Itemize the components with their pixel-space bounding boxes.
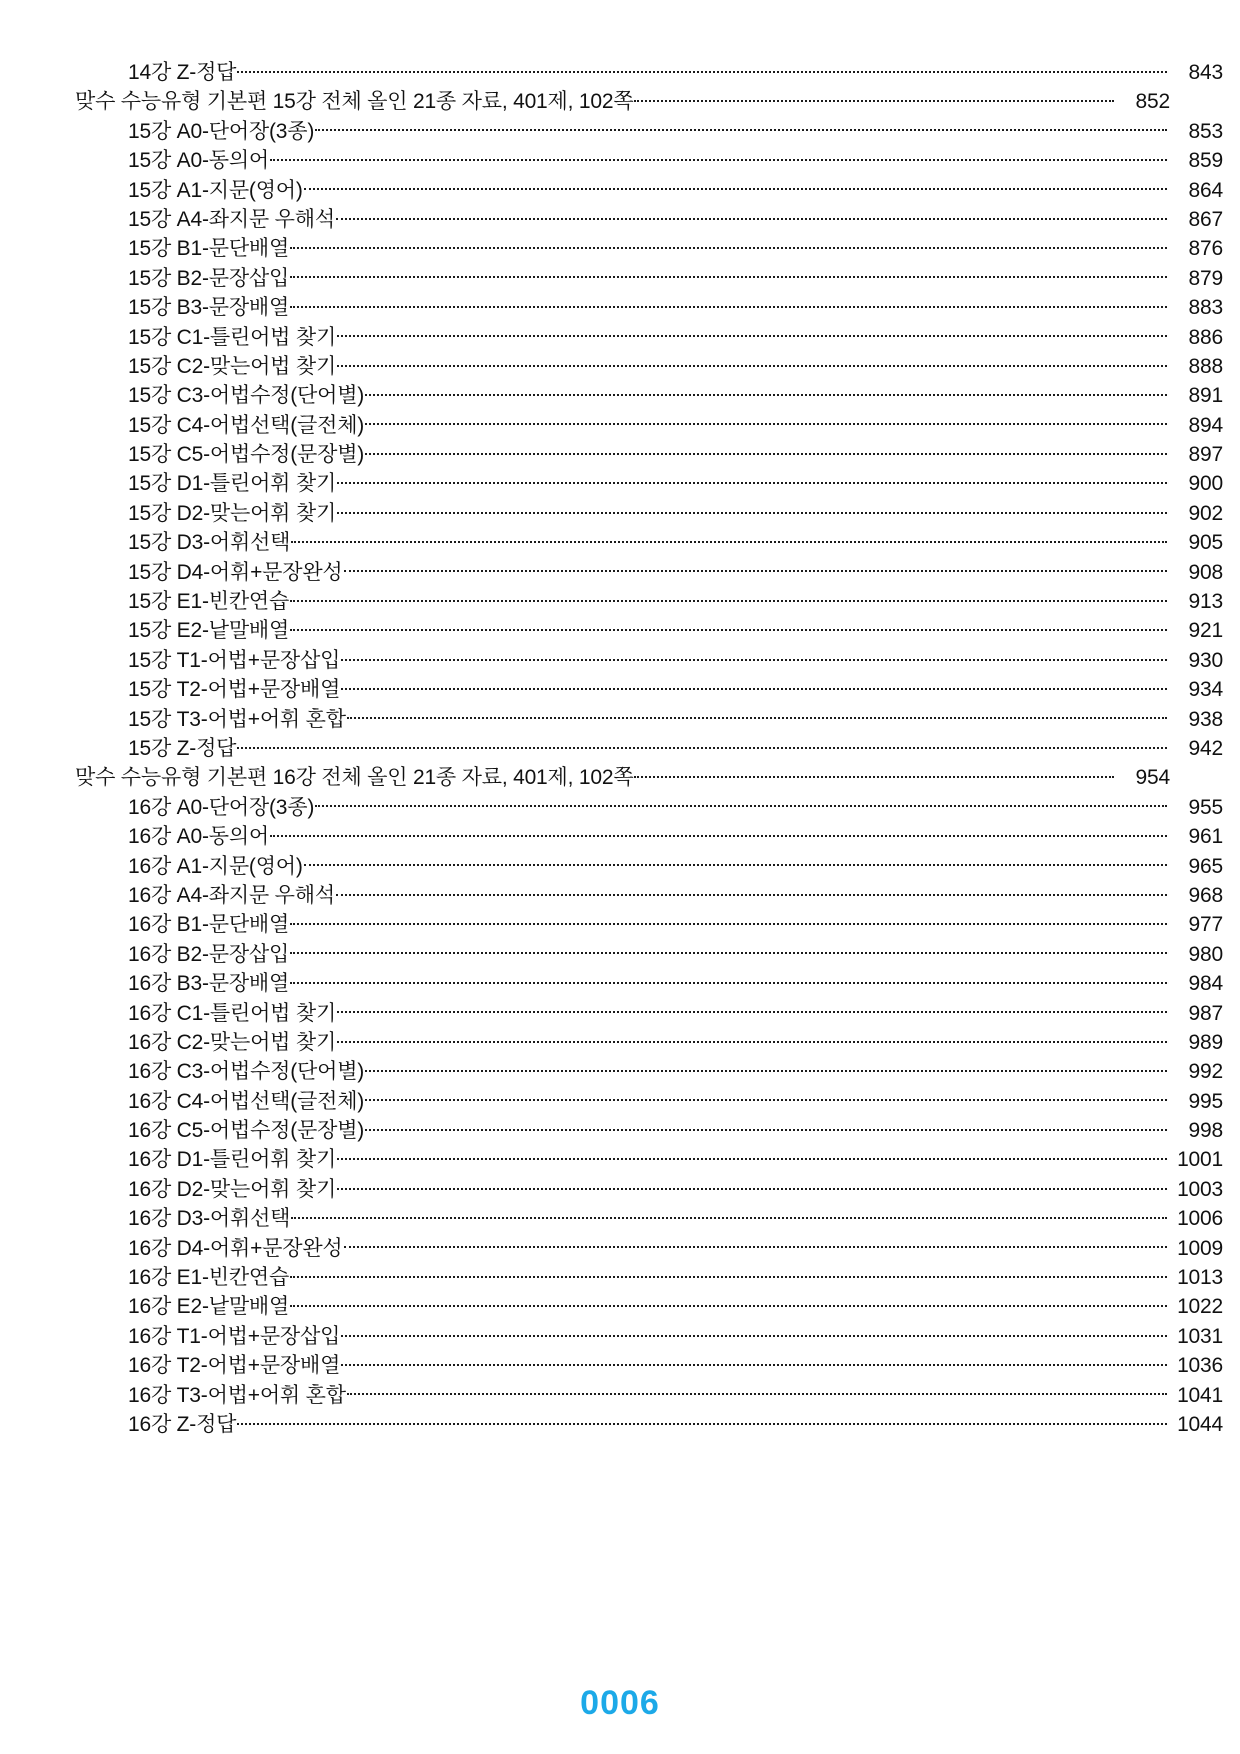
toc-leader-dots — [337, 323, 1167, 344]
toc-leader-dots — [290, 969, 1167, 990]
toc-entry-title: 16강 C5-어법수정(문장별) — [128, 1119, 365, 1143]
toc-entry-title: 16강 B2-문장삽입 — [128, 942, 290, 966]
toc-entry-page-number: 886 — [1188, 325, 1223, 349]
toc-entry[interactable] — [75, 734, 1223, 763]
toc-entry-title: 16강 C4-어법선택(글전체) — [128, 1089, 365, 1113]
toc-entry[interactable] — [75, 558, 1223, 587]
toc-leader-dots — [291, 528, 1167, 549]
toc-leader-dots — [290, 616, 1167, 637]
toc-leader-dots — [290, 264, 1167, 285]
toc-entry-title: 16강 A1-지문(영어) — [128, 854, 303, 878]
toc-leader-dots — [337, 1175, 1167, 1196]
toc-entry-page-number: 1003 — [1177, 1177, 1223, 1201]
toc-entry[interactable] — [75, 528, 1223, 557]
toc-entry-page-number: 987 — [1188, 1001, 1223, 1025]
toc-entry-title: 16강 A0-동의어 — [128, 825, 270, 849]
toc-leader-dots — [341, 675, 1167, 696]
toc-entry[interactable] — [75, 205, 1223, 234]
toc-leader-dots — [237, 58, 1167, 79]
toc-entry[interactable] — [75, 705, 1223, 734]
toc-entry[interactable] — [75, 881, 1223, 910]
toc-entry[interactable] — [75, 87, 1170, 116]
toc-entry-page-number: 984 — [1188, 972, 1223, 996]
toc-entry-title: 16강 T1-어법+문장삽입 — [128, 1324, 341, 1348]
toc-entry-title: 16강 E1-빈칸연습 — [128, 1266, 290, 1290]
toc-entry-title: 15강 B1-문단배열 — [128, 237, 290, 261]
toc-leader-dots — [270, 822, 1167, 843]
toc-entry-title: 15강 D3-어휘선택 — [128, 531, 291, 555]
toc-entry[interactable] — [75, 234, 1223, 263]
toc-entry[interactable] — [75, 646, 1223, 675]
toc-entry[interactable] — [75, 616, 1223, 645]
toc-entry-page-number: 905 — [1188, 531, 1223, 555]
toc-entry-title: 15강 D4-어휘+문장완성 — [128, 560, 343, 584]
toc-entry[interactable] — [75, 675, 1223, 704]
toc-entry-title: 15강 C4-어법선택(글전체) — [128, 413, 365, 437]
toc-entry-page-number: 980 — [1188, 942, 1223, 966]
toc-leader-dots — [291, 1204, 1167, 1225]
toc-entry-title: 16강 A0-단어장(3종) — [128, 795, 315, 819]
toc-entry-page-number: 1009 — [1177, 1236, 1223, 1260]
toc-entry[interactable] — [75, 1087, 1223, 1116]
toc-entry-page-number: 897 — [1188, 443, 1223, 467]
toc-leader-dots — [290, 1292, 1167, 1313]
toc-entry-page-number: 883 — [1188, 296, 1223, 320]
toc-entry-page-number: 1022 — [1177, 1295, 1223, 1319]
toc-entry-page-number: 955 — [1188, 795, 1223, 819]
toc-entry-page-number: 843 — [1188, 61, 1223, 84]
toc-entry-title: 16강 B3-문장배열 — [128, 972, 290, 996]
toc-leader-dots — [344, 1234, 1168, 1255]
toc-leader-dots — [634, 87, 1114, 108]
toc-entry-title: 16강 D3-어휘선택 — [128, 1207, 291, 1231]
toc-leader-dots — [365, 1116, 1167, 1137]
toc-entry-title: 16강 D1-틀린어휘 찾기 — [128, 1148, 337, 1172]
toc-leader-dots — [290, 587, 1167, 608]
toc-entry[interactable] — [75, 1028, 1223, 1057]
toc-leader-dots — [341, 1351, 1167, 1372]
toc-entry-page-number: 1031 — [1177, 1324, 1223, 1348]
toc-entry-page-number: 954 — [1135, 766, 1170, 790]
toc-leader-dots — [365, 411, 1167, 432]
toc-entry[interactable] — [75, 1116, 1223, 1145]
toc-entry-page-number: 859 — [1188, 149, 1223, 173]
toc-leader-dots — [315, 793, 1167, 814]
toc-entry[interactable] — [75, 999, 1223, 1028]
toc-entry-page-number: 894 — [1188, 413, 1223, 437]
toc-entry-title: 15강 A4-좌지문 우해석 — [128, 207, 335, 231]
toc-leader-dots — [337, 1028, 1167, 1049]
toc-entry-title: 15강 A0-동의어 — [128, 149, 270, 173]
toc-leader-dots — [347, 1381, 1167, 1402]
toc-entry-page-number: 891 — [1188, 384, 1223, 408]
toc-leader-dots — [337, 499, 1167, 520]
toc-entry-page-number: 1044 — [1177, 1412, 1223, 1436]
toc-entry-title: 15강 E1-빈칸연습 — [128, 590, 290, 614]
toc-entry-page-number: 930 — [1188, 648, 1223, 672]
toc-entry-title: 16강 C3-어법수정(단어별) — [128, 1060, 365, 1084]
toc-entry-page-number: 1006 — [1177, 1207, 1223, 1231]
toc-entry-page-number: 852 — [1135, 90, 1170, 114]
toc-entry[interactable] — [75, 1175, 1223, 1204]
toc-entry[interactable] — [75, 822, 1223, 851]
toc-entry-title: 15강 C2-맞는어법 찾기 — [128, 354, 337, 378]
toc-entry[interactable] — [75, 146, 1223, 175]
toc-entry-page-number: 1041 — [1177, 1383, 1223, 1407]
toc-leader-dots — [341, 646, 1167, 667]
toc-entry[interactable] — [75, 1381, 1223, 1410]
toc-entry-title: 15강 T2-어법+문장배열 — [128, 678, 341, 702]
toc-entry-title: 15강 C1-틀린어법 찾기 — [128, 325, 337, 349]
page-number-footer: 0006 — [580, 1684, 660, 1722]
toc-entry-title: 15강 C3-어법수정(단어별) — [128, 384, 365, 408]
toc-leader-dots — [290, 293, 1167, 314]
toc-entry-page-number: 1001 — [1177, 1148, 1223, 1172]
toc-entry-page-number: 913 — [1188, 590, 1223, 614]
toc-entry[interactable] — [75, 293, 1223, 322]
toc-entry[interactable] — [75, 1263, 1223, 1292]
toc-entry-page-number: 921 — [1188, 619, 1223, 643]
toc-entry-page-number: 992 — [1188, 1060, 1223, 1084]
toc-entry-title: 15강 T3-어법+어휘 혼합 — [128, 707, 346, 731]
toc-entry[interactable] — [75, 411, 1223, 440]
toc-entry[interactable] — [75, 264, 1223, 293]
toc-entry[interactable] — [75, 1204, 1223, 1233]
toc-entry[interactable] — [75, 587, 1223, 616]
toc-entry[interactable] — [75, 1351, 1223, 1380]
toc-entry[interactable] — [75, 440, 1223, 469]
toc-entry-page-number: 989 — [1188, 1030, 1223, 1054]
toc-entry-page-number: 961 — [1188, 825, 1223, 849]
toc-entry[interactable] — [75, 323, 1223, 352]
toc-leader-dots — [237, 734, 1167, 755]
toc-entry[interactable] — [75, 852, 1223, 881]
toc-entry-title: 16강 E2-낱말배열 — [128, 1295, 290, 1319]
toc-entry-page-number: 879 — [1188, 266, 1223, 290]
toc-entry-page-number: 995 — [1188, 1089, 1223, 1113]
toc-entry-page-number: 1036 — [1177, 1354, 1223, 1378]
toc-entry-title: 15강 D1-틀린어휘 찾기 — [128, 472, 337, 496]
toc-entry-title: 14강 Z-정답 — [128, 61, 237, 84]
toc-entry-page-number: 998 — [1188, 1119, 1223, 1143]
toc-leader-dots — [315, 117, 1167, 138]
toc-leader-dots — [304, 852, 1167, 873]
toc-leader-dots — [365, 381, 1167, 402]
toc-leader-dots — [290, 910, 1167, 931]
toc-entry[interactable] — [75, 352, 1223, 381]
toc-entry-title: 16강 D2-맞는어휘 찾기 — [128, 1177, 337, 1201]
toc-entry-page-number: 867 — [1188, 207, 1223, 231]
toc-entry[interactable] — [75, 499, 1223, 528]
toc-leader-dots — [337, 1145, 1167, 1166]
toc-entry[interactable] — [75, 58, 1223, 87]
toc-entry[interactable] — [75, 793, 1223, 822]
toc-entry-title: 16강 C1-틀린어법 찾기 — [128, 1001, 337, 1025]
toc-entry[interactable] — [75, 1234, 1223, 1263]
toc-leader-dots — [344, 558, 1168, 579]
toc-entry-page-number: 965 — [1188, 854, 1223, 878]
toc-leader-dots — [304, 176, 1167, 197]
toc-entry-page-number: 902 — [1188, 501, 1223, 525]
toc-entry-title: 맞수 수능유형 기본편 16강 전체 올인 21종 자료, 401제, 102쪽 — [75, 766, 634, 790]
toc-leader-dots — [341, 1322, 1167, 1343]
toc-entry[interactable] — [75, 1322, 1223, 1351]
toc-entry-title: 15강 A1-지문(영어) — [128, 178, 303, 202]
toc-entry-title: 16강 T2-어법+문장배열 — [128, 1354, 341, 1378]
toc-leader-dots — [337, 999, 1167, 1020]
toc-leader-dots — [290, 234, 1167, 255]
toc-entry-page-number: 864 — [1188, 178, 1223, 202]
toc-entry-title: 16강 B1-문단배열 — [128, 913, 290, 937]
toc-entry-title: 15강 E2-낱말배열 — [128, 619, 290, 643]
toc-entry[interactable] — [75, 1057, 1223, 1086]
toc-entry-list — [75, 58, 1223, 1439]
toc-leader-dots — [270, 146, 1167, 167]
toc-entry-page-number: 942 — [1188, 736, 1223, 760]
toc-leader-dots — [290, 1263, 1167, 1284]
toc-entry[interactable] — [75, 940, 1223, 969]
toc-leader-dots — [365, 1057, 1167, 1078]
toc-entry-page-number: 900 — [1188, 472, 1223, 496]
toc-entry-title: 15강 B2-문장삽입 — [128, 266, 290, 290]
toc-entry-page-number: 1013 — [1177, 1266, 1223, 1290]
toc-entry-page-number: 977 — [1188, 913, 1223, 937]
toc-entry[interactable] — [75, 1410, 1223, 1439]
toc-entry-title: 15강 D2-맞는어휘 찾기 — [128, 501, 337, 525]
toc-entry-page-number: 908 — [1188, 560, 1223, 584]
toc-entry-page-number: 876 — [1188, 237, 1223, 261]
toc-entry-title: 15강 A0-단어장(3종) — [128, 119, 315, 143]
toc-entry-title: 16강 A4-좌지문 우해석 — [128, 883, 335, 907]
toc-leader-dots — [337, 352, 1167, 373]
toc-leader-dots — [336, 881, 1167, 902]
toc-entry-title: 15강 Z-정답 — [128, 736, 237, 760]
toc-leader-dots — [365, 1087, 1167, 1108]
toc-entry[interactable] — [75, 117, 1223, 146]
toc-entry-page-number: 938 — [1188, 707, 1223, 731]
toc-entry[interactable] — [75, 969, 1223, 998]
toc-entry-title: 16강 T3-어법+어휘 혼합 — [128, 1383, 346, 1407]
toc-entry-title: 15강 T1-어법+문장삽입 — [128, 648, 341, 672]
toc-entry[interactable] — [75, 763, 1170, 792]
toc-entry-title: 15강 C5-어법수정(문장별) — [128, 443, 365, 467]
toc-entry[interactable] — [75, 176, 1223, 205]
toc-entry[interactable] — [75, 1145, 1223, 1174]
toc-entry[interactable] — [75, 910, 1223, 939]
toc-entry-title: 15강 B3-문장배열 — [128, 296, 290, 320]
toc-entry-page-number: 853 — [1188, 119, 1223, 143]
toc-entry[interactable] — [75, 381, 1223, 410]
toc-leader-dots — [336, 205, 1167, 226]
toc-entry-title: 맞수 수능유형 기본편 15강 전체 올인 21종 자료, 401제, 102쪽 — [75, 90, 634, 114]
toc-entry-page-number: 934 — [1188, 678, 1223, 702]
toc-leader-dots — [365, 440, 1167, 461]
toc-entry-page-number: 888 — [1188, 354, 1223, 378]
toc-entry-title: 16강 C2-맞는어법 찾기 — [128, 1030, 337, 1054]
toc-leader-dots — [237, 1410, 1167, 1431]
toc-entry[interactable] — [75, 469, 1223, 498]
toc-entry-title: 16강 Z-정답 — [128, 1412, 237, 1436]
toc-entry[interactable] — [75, 1292, 1223, 1321]
toc-entry-page-number: 968 — [1188, 883, 1223, 907]
toc-entry-title: 16강 D4-어휘+문장완성 — [128, 1236, 343, 1260]
toc-leader-dots — [634, 763, 1114, 784]
toc-leader-dots — [347, 705, 1167, 726]
toc-leader-dots — [337, 469, 1167, 490]
toc-leader-dots — [290, 940, 1167, 961]
